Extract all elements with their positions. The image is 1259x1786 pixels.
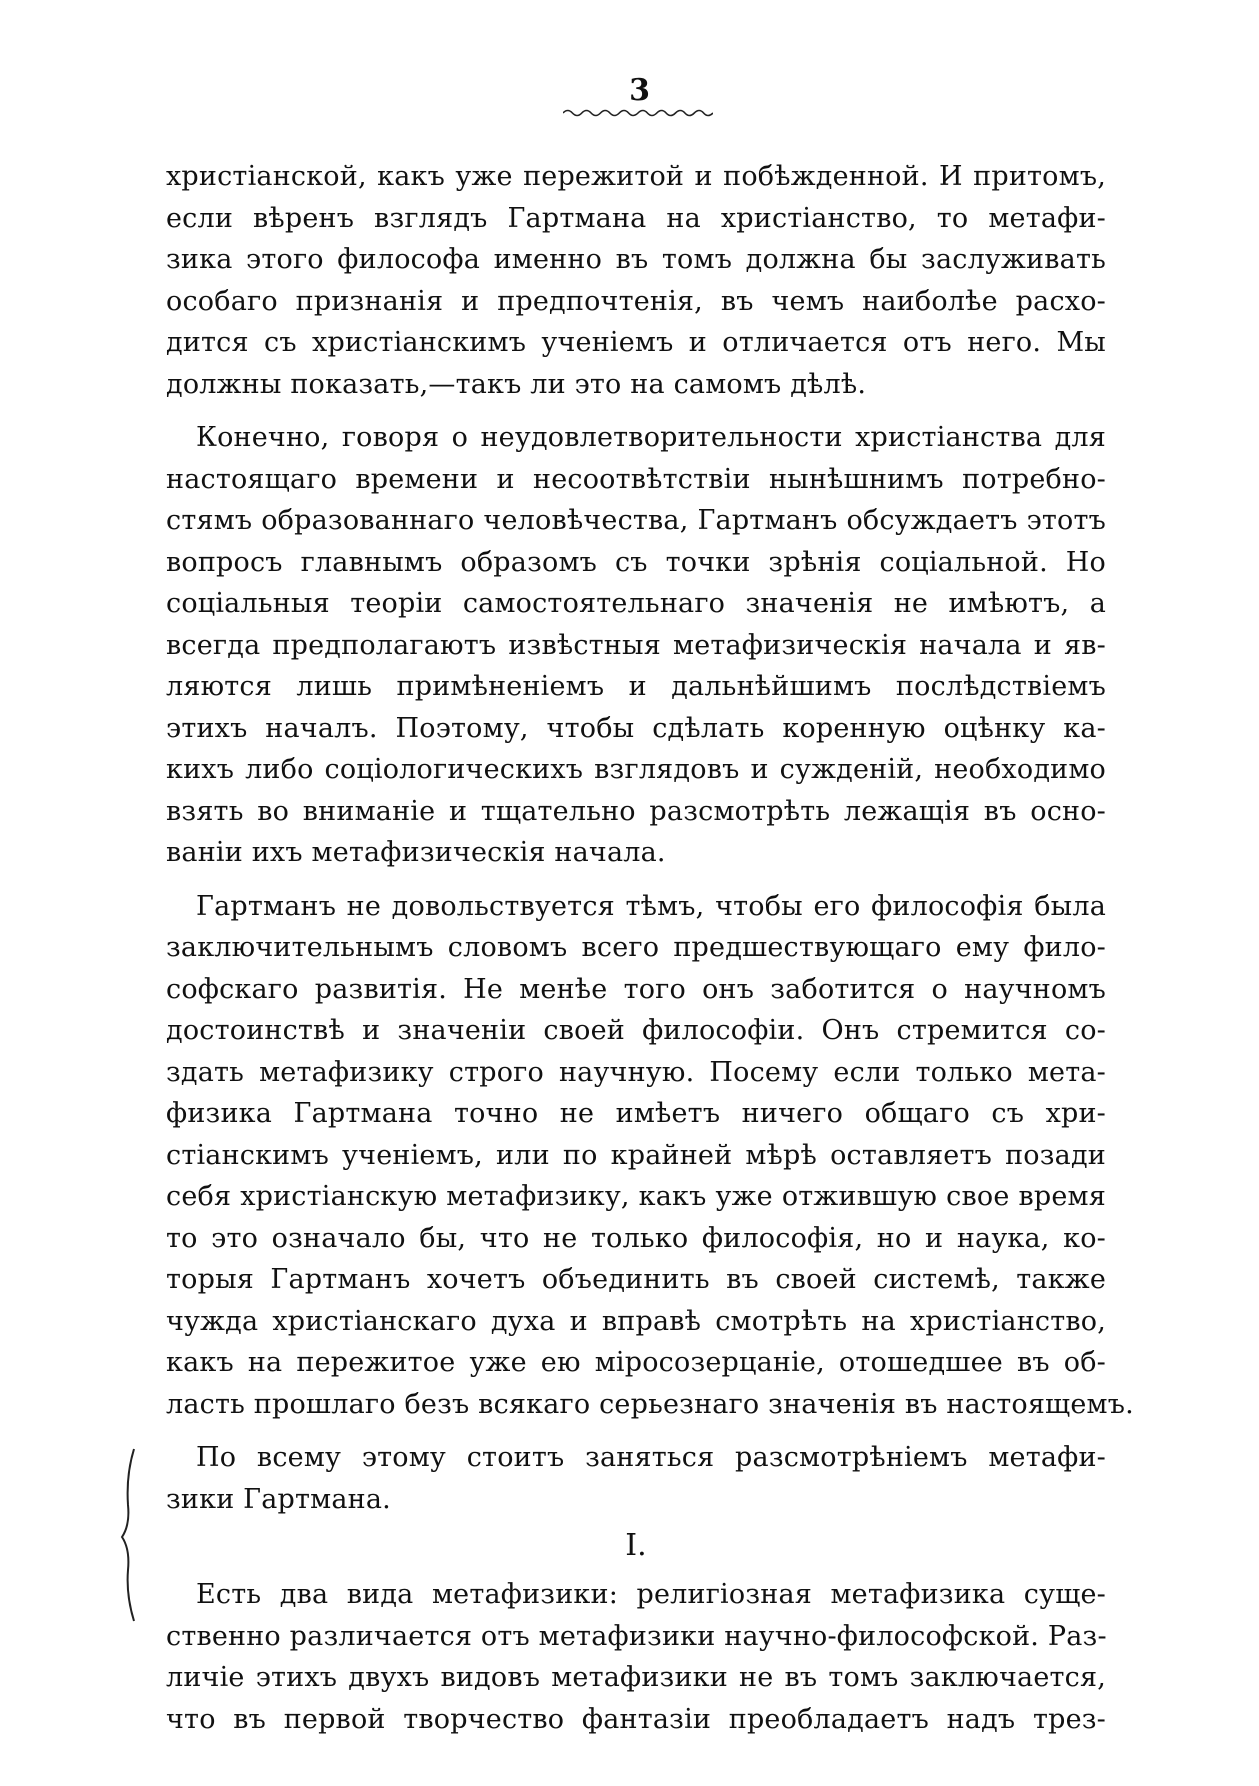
text-line: себя христіанскую метафизику, какъ уже отжившую свое время [166,1181,1106,1212]
text-line: чужда христіанскаго духа и вправѣ смотрѣть на христіанство, [166,1305,1106,1337]
text-line: настоящаго времени и несоотвѣтствіи нынѣшнимъ потребно- [166,463,1106,495]
text-line: здать метафизику строго научную. Посему если только мета- [166,1056,1106,1088]
text-line: софскаго развитія. Не менѣе того онъ заботится о научномъ [166,973,1106,1005]
text-line: этихъ началъ. Поэтому, чтобы сдѣлать коренную оцѣнку ка- [166,712,1106,744]
text-line: то это означало бы, что не только философія, но и наука, ко- [166,1222,1106,1254]
text-line: ваніи ихъ метафизическія начала. [166,837,666,868]
text-line: заключительнымъ словомъ всего предшествующаго ему фило- [166,932,1106,963]
text-line: По всему этому стоитъ заняться разсмотрѣніемъ метафи- [196,1442,1106,1473]
text-line: Гартманъ не довольствуется тѣмъ, чтобы его философія была [196,890,1106,922]
text-line: соціальныя теоріи самостоятельнаго значенія не имѣютъ, а [166,588,1106,619]
text-line: дится съ христіанскимъ ученіемъ и отличается отъ него. Мы [166,327,1106,358]
section-heading: I. [625,1528,647,1563]
text-line: ласть прошлаго безъ всякаго серьезнаго значенія въ настоящемъ. [166,1388,1134,1420]
text-line: ственно различается отъ метафизики научно-философской. Раз- [166,1620,1107,1652]
text-line: христіанской, какъ уже пережитой и побѣжденной. И притомъ, [166,161,1106,192]
text-line: вопросъ главнымъ образомъ съ точки зрѣнія соціальной. Но [166,546,1106,578]
text-line: зики Гартмана. [166,1483,391,1515]
paragraph-3 [166,886,1134,1426]
text-line: Конечно, говоря о неудовлетворительности христіанства для [196,422,1106,453]
text-line: кихъ либо соціологическихъ взглядовъ и сужденій, необходимо [166,754,1106,785]
text-line: достоинствѣ и значеніи своей философіи. Онъ стремится со- [166,1015,1106,1046]
text-line: стіанскимъ ученіемъ, или по крайней мѣрѣ оставляетъ позади [166,1139,1106,1171]
page-header [0,74,1259,118]
paragraph-2 [166,417,1106,874]
paragraph-1 [166,156,1106,405]
margin-bracket-icon [118,1445,140,1625]
text-line: стямъ образованнаго человѣчества, Гартманъ обсуждаетъ этотъ [166,505,1106,536]
text-line: взять во вниманіе и тщательно разсмотрѣть лежащія въ осно- [166,795,1106,827]
text-line: личіе этихъ двухъ видовъ метафизики не въ томъ заключается, [166,1662,1106,1693]
text-line: Есть два вида метафизики: религіозная метафизика суще- [196,1579,1106,1610]
paragraph-4 [166,1437,1106,1520]
text-line: должны показать,—такъ ли это на самомъ дѣлѣ. [166,368,867,400]
text-line: особаго признанія и предпочтенія, въ чемъ наиболѣе расхо- [166,285,1106,317]
text-line: зика этого философа именно въ томъ должна бы заслуживать [166,244,1106,275]
text-line: физика Гартмана точно не имѣетъ ничего общаго съ хри- [166,1098,1106,1129]
text-line: торыя Гартманъ хочетъ объединить въ своей системѣ, также [166,1264,1106,1295]
wavy-ornament-icon [563,108,713,118]
text-line: ляются лишь примѣненіемъ и дальнѣйшимъ послѣдствіемъ [166,671,1106,702]
text-line: если вѣренъ взглядъ Гартмана на христіанство, то метафи- [166,202,1106,234]
text-line: что въ первой творчество фантазіи преобладаетъ надъ трез- [166,1703,1106,1735]
text-line: всегда предполагаютъ извѣстныя метафизическія начала и яв- [166,629,1106,661]
text-line: какъ на пережитое уже ею міросозерцаніе, отошедшее въ об- [166,1347,1106,1378]
page-number: 3 [629,73,650,108]
section-paragraph [166,1574,1106,1740]
body-text [166,156,1134,1740]
